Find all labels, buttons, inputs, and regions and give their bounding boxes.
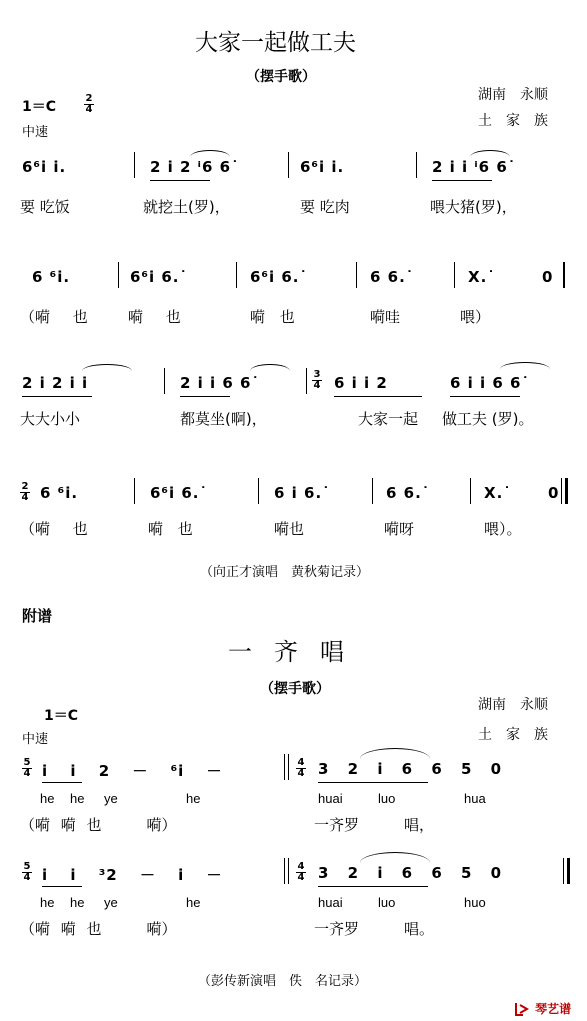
lyric: 嗬哇 (370, 308, 401, 326)
measure: 6 ⁶i. (32, 268, 71, 286)
lyric: 就挖土(罗)， (143, 198, 230, 216)
barline (306, 368, 307, 394)
pinyin: luo (378, 895, 396, 910)
measure: 6 i i 6 6˙ (450, 374, 530, 392)
ts-top: 3 (313, 369, 321, 380)
measure: 6 ⁶i. (40, 484, 79, 502)
measure: 6⁶i 6.˙ (130, 268, 189, 286)
beam-underline (42, 886, 82, 887)
measure: X.˙ 0 (468, 268, 554, 286)
measure: 2 i i 6 6˙ (180, 374, 260, 392)
pinyin: he (40, 791, 55, 806)
beam-underline (318, 782, 428, 783)
watermark-text: 琴艺谱 (535, 1002, 572, 1016)
time-change (312, 370, 322, 391)
measure: 6 6.˙ (370, 268, 415, 286)
ts-bottom: 4 (313, 380, 321, 391)
measure: i i 2 － ⁶i － (42, 762, 223, 780)
song1-title: 大家一起做工夫 (195, 30, 356, 56)
measure: X.˙ 0 (484, 484, 560, 502)
beam-underline (22, 396, 92, 397)
barline-final-thin (563, 858, 564, 884)
barline-end (563, 262, 565, 288)
barline-final-thick (565, 478, 568, 504)
beam-underline (450, 396, 520, 397)
ts-bottom: 4 (23, 768, 31, 779)
lyric: 嗬呀 (384, 520, 415, 538)
ts-bottom: 4 (85, 104, 93, 115)
barline (470, 478, 471, 504)
ts-bottom: 4 (21, 492, 29, 503)
slur (360, 852, 430, 863)
ts-bottom: 4 (297, 768, 305, 779)
time-signature (296, 862, 306, 883)
measure: 2 i i ⁱ6 6˙ (432, 158, 517, 176)
lyric: （嗬 嗬 也 嗬） (20, 920, 177, 938)
lyric: 嗬也 (274, 520, 305, 538)
measure: 6 i i 2 (334, 374, 388, 392)
lyric: 要 吃饭 (20, 198, 70, 216)
lyric: 大家一起 (358, 410, 419, 428)
song1-subtitle: （摆手歌） (246, 69, 316, 85)
lyric: （嗬 也 (20, 520, 88, 538)
lyric: 喂）。 (484, 520, 522, 538)
pinyin: huo (464, 895, 486, 910)
ts-top: 2 (85, 93, 93, 104)
pinyin: he (40, 895, 55, 910)
pinyin: huai (318, 895, 343, 910)
watermark-icon (514, 1001, 530, 1017)
slur (500, 362, 550, 369)
ts-bottom: 4 (23, 872, 31, 883)
measure: 6⁶i i. (300, 158, 345, 176)
song2-tempo: 中速 (22, 732, 49, 747)
lyric: 做工夫 (罗)。 (442, 410, 534, 428)
barline (288, 152, 289, 178)
barline (288, 858, 289, 884)
pinyin: ye (104, 791, 118, 806)
measure: 2 i 2 i i (22, 374, 89, 392)
pinyin: he (186, 895, 201, 910)
song1-key: 1＝C (22, 99, 57, 115)
song2-title: 一齐唱 (228, 638, 366, 666)
lyric: 喂） (460, 308, 491, 326)
ts-top: 4 (297, 757, 305, 768)
appendix-label: 附谱 (22, 607, 53, 625)
time-signature (296, 758, 306, 779)
barline (372, 478, 373, 504)
song1-ethnicity: 土 家 族 (478, 113, 548, 129)
song1-time-signature (84, 94, 94, 115)
watermark-logo (514, 998, 571, 1017)
time-change (20, 482, 30, 503)
measure: 6 i 6.˙ (274, 484, 331, 502)
barline (164, 368, 165, 394)
pinyin: hua (464, 791, 486, 806)
ts-top: 5 (23, 861, 31, 872)
lyric: 要 吃肉 (300, 198, 350, 216)
beam-underline (432, 180, 492, 181)
song2-key: 1＝C (44, 708, 79, 724)
lyric: （嗬 嗬 也 嗬） (20, 816, 177, 834)
song1-region: 湖南 永顺 (478, 87, 548, 103)
slur (470, 150, 510, 157)
pinyin: huai (318, 791, 343, 806)
song2-ethnicity: 土 家 族 (478, 727, 548, 743)
pinyin: luo (378, 791, 396, 806)
barline (454, 262, 455, 288)
ts-top: 5 (23, 757, 31, 768)
song1-tempo: 中速 (22, 125, 49, 140)
song2-credit: （彭传新演唱 佚 名记录） (198, 974, 368, 989)
slur (82, 364, 132, 371)
beam-underline (318, 886, 428, 887)
lyric: 一齐罗 唱， (314, 816, 435, 834)
time-signature (22, 862, 32, 883)
barline-final-thick (567, 858, 570, 884)
measure: 3 2 i 6 6 5 0 (318, 760, 503, 778)
song2-region: 湖南 永顺 (478, 697, 548, 713)
beam-underline (180, 396, 230, 397)
lyric: 嗬 也 (128, 308, 181, 326)
song1-credit: （向正才演唱 黄秋菊记录） (200, 565, 370, 580)
measure: 6⁶i 6.˙ (250, 268, 309, 286)
lyric: （嗬 也 (20, 308, 88, 326)
slur (250, 364, 290, 371)
song2-subtitle: （摆手歌） (260, 681, 330, 697)
ts-bottom: 4 (297, 872, 305, 883)
pinyin: ye (104, 895, 118, 910)
lyric: 都莫坐(啊)， (180, 410, 267, 428)
slur (360, 748, 430, 759)
time-signature (22, 758, 32, 779)
barline (356, 262, 357, 288)
lyric: 大大小小 (20, 410, 81, 428)
measure: i i ³2 － i － (42, 866, 223, 884)
measure: 6 6.˙ (386, 484, 431, 502)
ts-top: 2 (21, 481, 29, 492)
lyric: 嗬 也 (250, 308, 295, 326)
barline (284, 754, 285, 780)
lyric: 嗬 也 (148, 520, 193, 538)
pinyin: he (70, 895, 85, 910)
barline (118, 262, 119, 288)
barline (284, 858, 285, 884)
measure: 6⁶i 6.˙ (150, 484, 209, 502)
barline (236, 262, 237, 288)
measure: 3 2 i 6 6 5 0 (318, 864, 503, 882)
lyric: 喂大猪(罗)， (430, 198, 517, 216)
beam-underline (334, 396, 422, 397)
ts-top: 4 (297, 861, 305, 872)
slur (190, 150, 230, 157)
beam-underline (150, 180, 210, 181)
beam-underline (42, 782, 82, 783)
measure: 6⁶i i. (22, 158, 67, 176)
measure: 2 i 2 ⁱ6 6˙ (150, 158, 240, 176)
barline (134, 478, 135, 504)
pinyin: he (70, 791, 85, 806)
barline (258, 478, 259, 504)
pinyin: he (186, 791, 201, 806)
barline (288, 754, 289, 780)
barline-final-thin (561, 478, 562, 504)
barline (134, 152, 135, 178)
lyric: 一齐罗 唱。 (314, 920, 435, 938)
barline (416, 152, 417, 178)
